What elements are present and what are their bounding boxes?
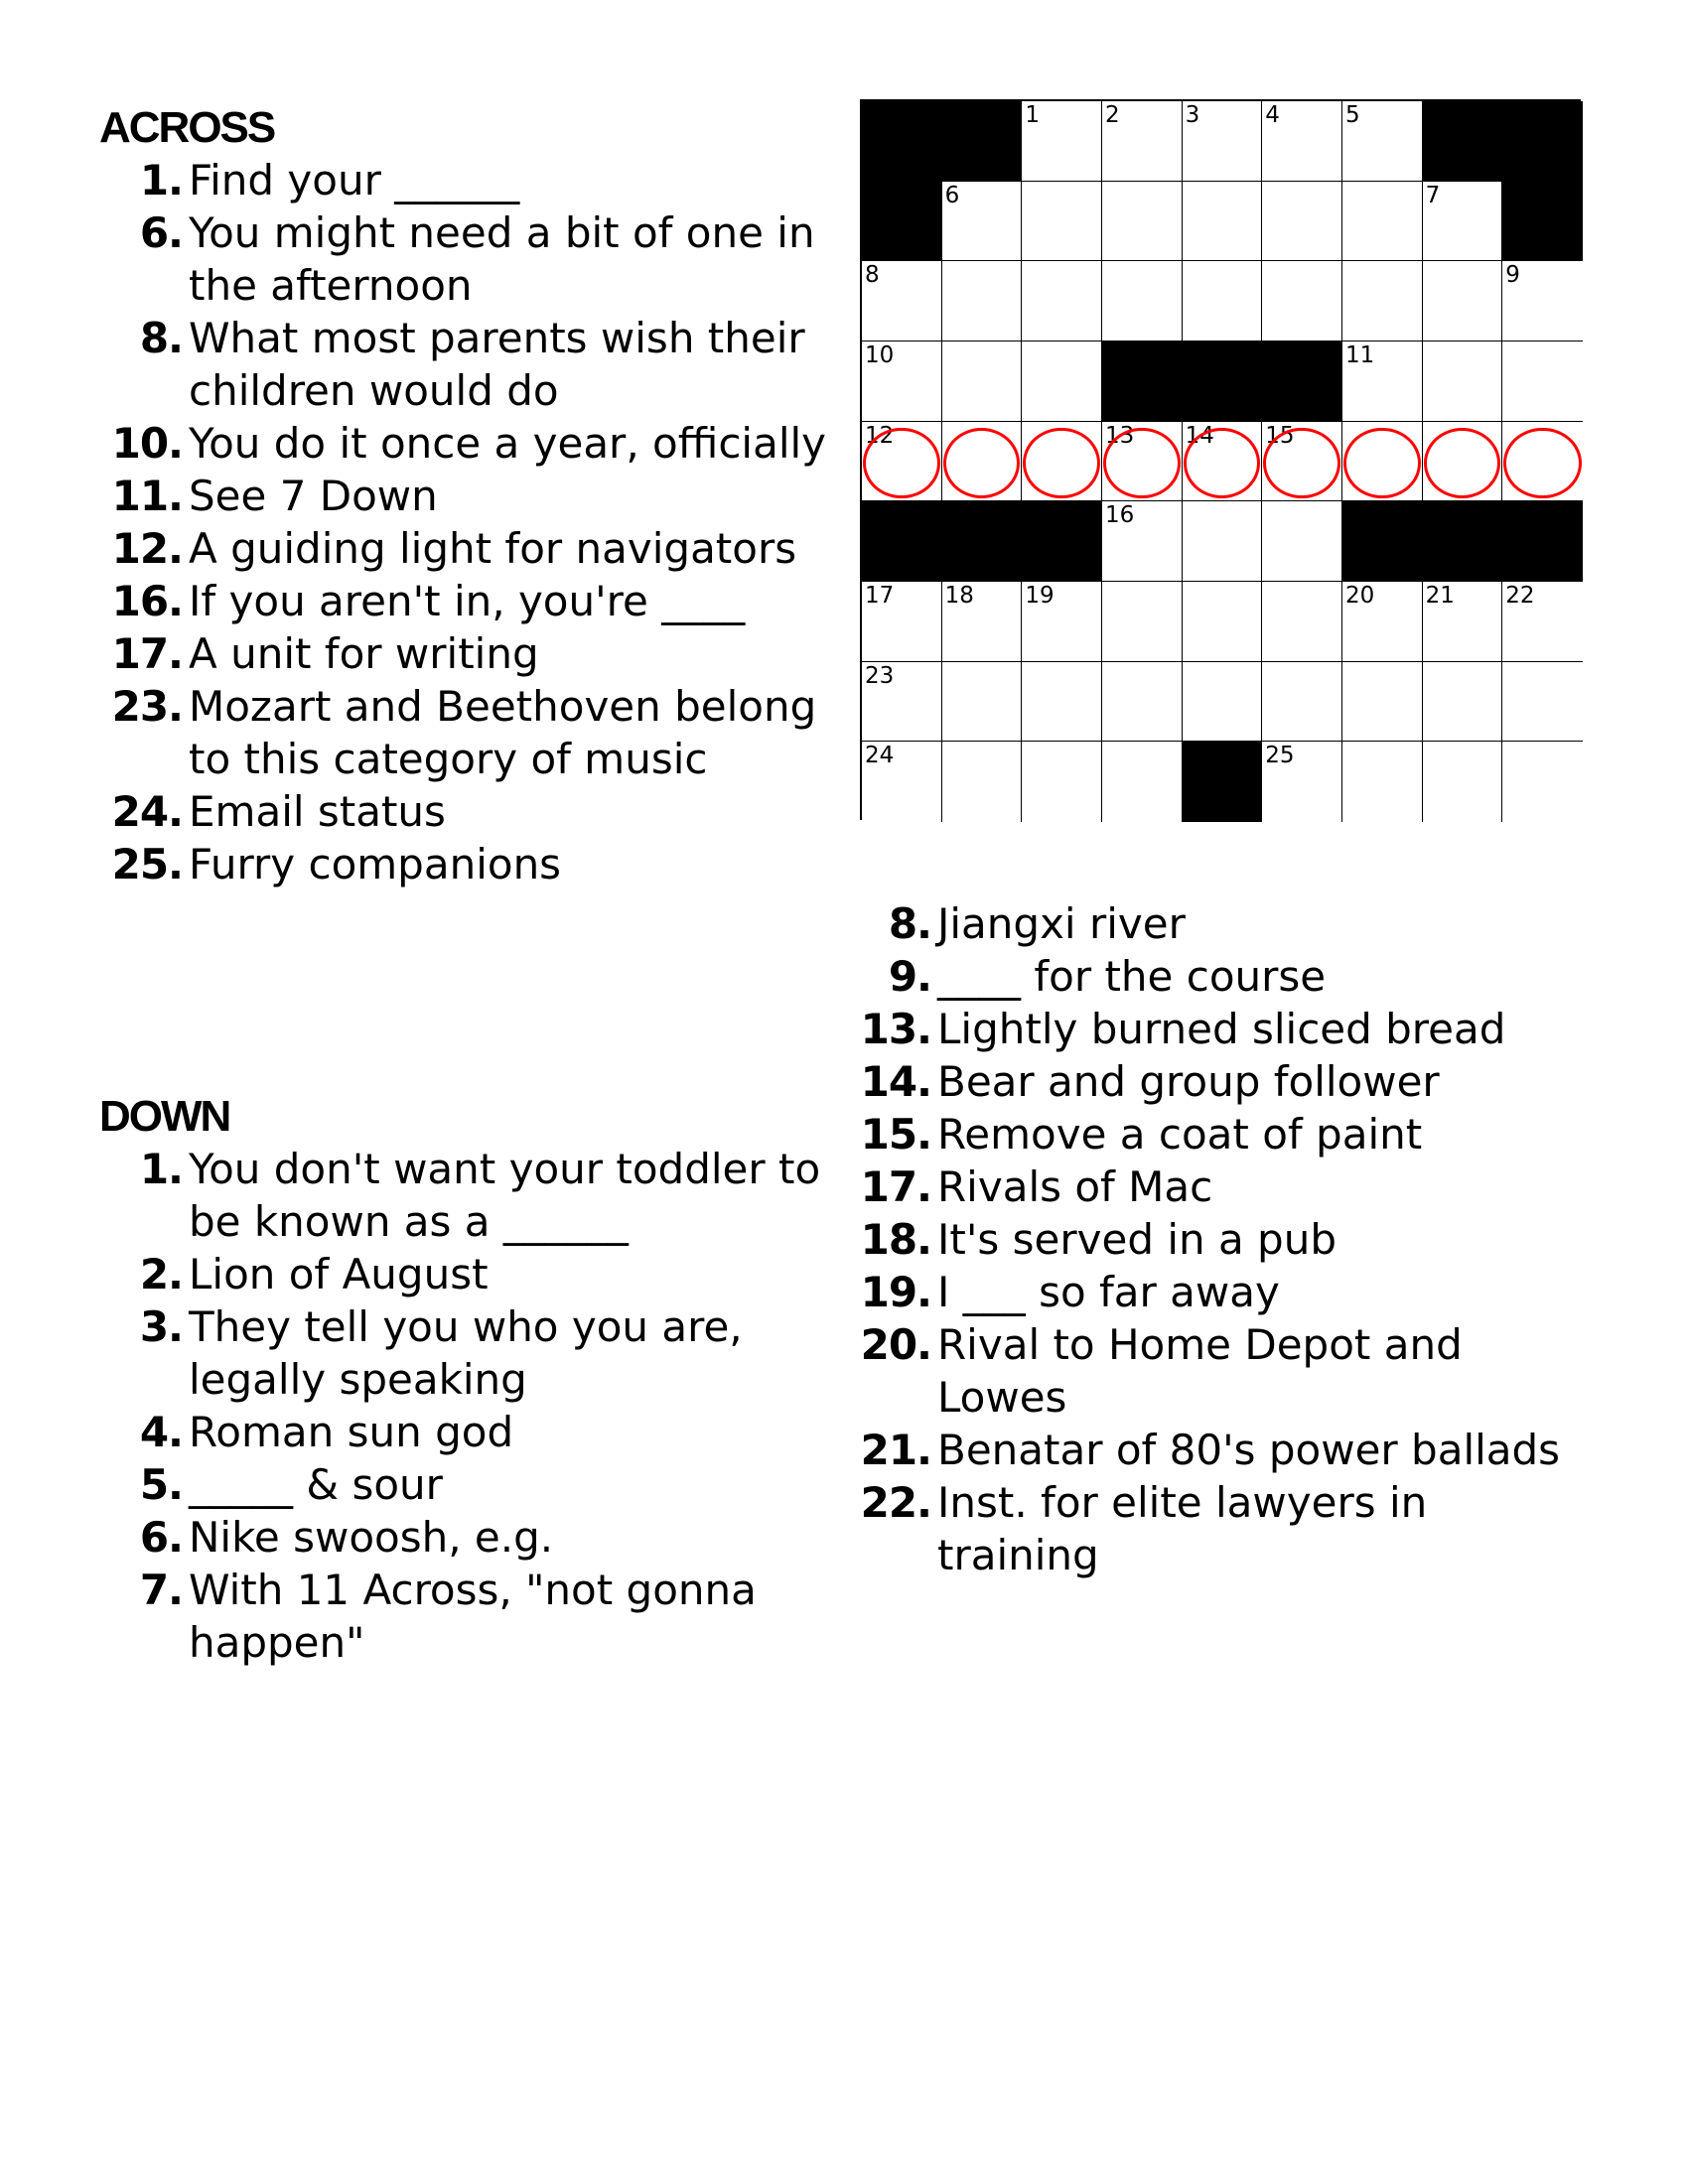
grid-cell[interactable]	[1262, 101, 1342, 182]
clue-number: 22.	[860, 1478, 931, 1527]
clue-text: See 7 Down	[189, 472, 438, 520]
grid-cell[interactable]	[942, 582, 1023, 662]
grid-cell[interactable]	[1183, 501, 1263, 582]
clue-text: You might need a bit of one in the afternoon	[189, 208, 815, 310]
grid-block	[942, 501, 1023, 582]
clue-item	[95, 1458, 830, 1511]
clue-number: 19.	[860, 1268, 931, 1316]
cell-number: 8	[865, 262, 880, 289]
clue-text: Lion of August	[189, 1250, 489, 1298]
clue-number: 3.	[139, 1302, 183, 1351]
clue-number: 23.	[111, 682, 183, 731]
cell-number: 12	[865, 422, 895, 449]
grid-block	[1502, 101, 1583, 182]
clue-text: Find your ______	[189, 156, 520, 205]
grid-cell[interactable]	[862, 261, 942, 341]
clue-text: Lightly burned sliced bread	[937, 1005, 1506, 1053]
circle-marker-icon	[943, 428, 1021, 499]
cell-number: 25	[1265, 743, 1295, 769]
cell-number: 18	[944, 582, 974, 609]
grid-cell[interactable]	[862, 742, 942, 822]
clue-number: 21.	[860, 1426, 931, 1474]
circle-marker-icon	[1424, 428, 1501, 499]
clue-number: 4.	[139, 1408, 183, 1456]
down-clue-list-col2	[844, 897, 1579, 1581]
clue-item	[95, 680, 830, 785]
grid-cell[interactable]	[1342, 101, 1423, 182]
grid-cell[interactable]	[1423, 582, 1503, 662]
cell-number: 2	[1104, 102, 1120, 128]
grid-block	[1342, 501, 1423, 582]
cell-number: 1	[1025, 102, 1040, 128]
clue-text: A unit for writing	[189, 629, 539, 678]
grid-cell[interactable]	[1183, 662, 1263, 743]
grid-cell[interactable]	[1262, 182, 1342, 262]
clue-text: A guiding light for navigators	[189, 524, 797, 573]
cell-number: 24	[865, 743, 895, 769]
cell-number: 21	[1425, 582, 1455, 609]
clue-item	[844, 1266, 1579, 1318]
clue-item	[95, 1564, 830, 1669]
clue-text: _____ & sour	[189, 1460, 443, 1509]
grid-cell[interactable]	[1102, 501, 1183, 582]
clue-number: 18.	[860, 1215, 931, 1264]
grid-block	[942, 101, 1023, 182]
clue-text: If you aren't in, you're ____	[189, 577, 746, 625]
cell-number: 14	[1185, 422, 1214, 449]
clue-text: What most parents wish their children would do	[189, 314, 805, 415]
clue-number: 20.	[860, 1320, 931, 1369]
clue-item	[95, 206, 830, 312]
grid-cell[interactable]	[1502, 261, 1583, 341]
grid-cell[interactable]	[942, 662, 1023, 743]
crossword-grid	[860, 99, 1581, 820]
grid-cell[interactable]	[1183, 582, 1263, 662]
cell-number: 23	[865, 662, 895, 689]
clue-item	[844, 1476, 1579, 1581]
grid-cell[interactable]	[1342, 182, 1423, 262]
clue-number: 25.	[111, 840, 183, 888]
grid-cell[interactable]	[1022, 341, 1102, 422]
clue-text: ____ for the course	[937, 952, 1327, 1001]
clue-number: 12.	[111, 524, 183, 573]
clue-text: Rivals of Mac	[937, 1162, 1213, 1211]
clue-text: Nike swoosh, e.g.	[189, 1513, 554, 1562]
grid-cell[interactable]	[1342, 341, 1423, 422]
clue-number: 11.	[111, 472, 183, 520]
clue-text: Jiangxi river	[937, 899, 1186, 948]
clue-item	[844, 950, 1579, 1003]
grid-cell[interactable]	[1022, 261, 1102, 341]
grid-cell[interactable]	[1022, 742, 1102, 822]
clue-item	[95, 522, 830, 575]
clue-item	[844, 1318, 1579, 1424]
cell-number: 20	[1344, 582, 1375, 609]
clue-item	[95, 838, 830, 890]
clue-item	[95, 154, 830, 206]
grid-block	[1423, 501, 1503, 582]
clue-number: 2.	[139, 1250, 183, 1298]
clue-text: Email status	[189, 787, 446, 836]
clue-text: Rival to Home Depot and Lowes	[937, 1320, 1463, 1422]
circle-marker-icon	[1184, 428, 1261, 499]
cell-number: 17	[865, 582, 895, 609]
grid-cell[interactable]	[1102, 582, 1183, 662]
clue-number: 17.	[860, 1162, 931, 1211]
grid-block	[1262, 341, 1342, 422]
clue-item	[844, 1003, 1579, 1055]
clue-number: 6.	[139, 1513, 183, 1562]
grid-cell[interactable]	[1423, 742, 1503, 822]
grid-cell[interactable]	[862, 341, 942, 422]
grid-cell[interactable]	[1102, 742, 1183, 822]
clue-text: Furry companions	[189, 840, 562, 888]
grid-cell[interactable]	[1262, 501, 1342, 582]
cell-number: 15	[1265, 422, 1295, 449]
across-clue-list	[95, 154, 830, 890]
clue-number: 10.	[111, 419, 183, 468]
clue-number: 1.	[139, 156, 183, 205]
grid-cell[interactable]	[1022, 422, 1102, 502]
clue-item	[844, 1160, 1579, 1213]
grid-cell[interactable]	[1423, 261, 1503, 341]
clue-text: Roman sun god	[189, 1408, 514, 1456]
clue-item	[95, 1248, 830, 1300]
clue-item	[844, 1055, 1579, 1108]
grid-block	[1183, 341, 1263, 422]
clue-text: With 11 Across, "not gonna happen"	[189, 1566, 757, 1667]
clue-text: Mozart and Beethoven belong to this category of music	[189, 682, 817, 783]
clue-text: Inst. for elite lawyers in training	[937, 1478, 1428, 1579]
grid-block	[1502, 182, 1583, 262]
grid-cell[interactable]	[862, 422, 942, 502]
clue-text: Bear and group follower	[937, 1057, 1440, 1106]
grid-cell[interactable]	[1502, 582, 1583, 662]
grid-cell[interactable]	[1262, 422, 1342, 502]
grid-cell[interactable]	[1502, 662, 1583, 743]
cell-number: 22	[1505, 582, 1535, 609]
clue-number: 8.	[139, 314, 183, 362]
grid-cell[interactable]	[1262, 662, 1342, 743]
grid-cell[interactable]	[1502, 341, 1583, 422]
grid-cell[interactable]	[1183, 182, 1263, 262]
grid-cell[interactable]	[1342, 742, 1423, 822]
cell-number: 16	[1104, 502, 1135, 529]
grid-block	[862, 182, 942, 262]
grid-cell[interactable]	[1022, 182, 1102, 262]
cell-number: 11	[1344, 341, 1375, 368]
grid-cell[interactable]	[1423, 662, 1503, 743]
grid-cell[interactable]	[1102, 182, 1183, 262]
clue-number: 13.	[860, 1005, 931, 1053]
clue-item	[95, 627, 830, 680]
grid-cell[interactable]	[1183, 101, 1263, 182]
grid-block	[1022, 501, 1102, 582]
clue-item	[95, 785, 830, 838]
clue-text: You don't want your toddler to be known as a ______	[189, 1145, 821, 1246]
grid-cell[interactable]	[942, 422, 1023, 502]
grid-block	[1183, 742, 1263, 822]
circle-marker-icon	[863, 428, 940, 499]
clue-text: You do it once a year, officially	[189, 419, 827, 468]
grid-cell[interactable]	[1262, 261, 1342, 341]
cell-number: 4	[1265, 102, 1280, 128]
clue-number: 1.	[139, 1145, 183, 1193]
grid-cell[interactable]	[1342, 662, 1423, 743]
clue-number: 8.	[888, 899, 931, 948]
grid-cell[interactable]	[1022, 101, 1102, 182]
clue-number: 16.	[111, 577, 183, 625]
grid-cell[interactable]	[942, 261, 1023, 341]
clue-item	[95, 470, 830, 522]
clue-number: 9.	[888, 952, 931, 1001]
grid-cell[interactable]	[1342, 582, 1423, 662]
grid-cell[interactable]	[1183, 261, 1263, 341]
down-heading: DOWN	[99, 1092, 230, 1141]
grid-cell[interactable]	[942, 742, 1023, 822]
clue-text: Remove a coat of paint	[937, 1110, 1423, 1159]
clue-number: 14.	[860, 1057, 931, 1106]
cell-number: 3	[1185, 102, 1200, 128]
grid-cell[interactable]	[1423, 422, 1503, 502]
circle-marker-icon	[1263, 428, 1340, 499]
grid-cell[interactable]	[1342, 422, 1423, 502]
clue-number: 17.	[111, 629, 183, 678]
circle-marker-icon	[1343, 428, 1421, 499]
circle-marker-icon	[1103, 428, 1181, 499]
grid-block	[1502, 501, 1583, 582]
circle-marker-icon	[1023, 428, 1100, 499]
grid-cell[interactable]	[942, 182, 1023, 262]
clue-number: 24.	[111, 787, 183, 836]
clue-item	[95, 575, 830, 627]
grid-cell[interactable]	[1423, 341, 1503, 422]
grid-cell[interactable]	[1102, 261, 1183, 341]
cell-number: 5	[1344, 102, 1360, 128]
grid-cell[interactable]	[1262, 582, 1342, 662]
clue-item	[95, 417, 830, 470]
grid-cell[interactable]	[1022, 582, 1102, 662]
cell-number: 10	[865, 341, 895, 368]
clue-number: 6.	[139, 208, 183, 257]
clue-number: 7.	[139, 1566, 183, 1614]
clue-item	[844, 897, 1579, 950]
clue-text: They tell you who you are, legally speaking	[189, 1302, 743, 1404]
clue-item	[95, 1511, 830, 1564]
clue-item	[95, 1143, 830, 1248]
grid-block	[1423, 101, 1503, 182]
grid-cell[interactable]	[1423, 182, 1503, 262]
cell-number: 7	[1425, 182, 1441, 208]
grid-cell[interactable]	[1342, 261, 1423, 341]
clue-text: Benatar of 80's power ballads	[937, 1426, 1561, 1474]
cell-number: 19	[1025, 582, 1055, 609]
grid-cell[interactable]	[1502, 742, 1583, 822]
clue-item	[844, 1108, 1579, 1160]
grid-cell[interactable]	[862, 662, 942, 743]
cell-number: 13	[1104, 422, 1135, 449]
grid-block	[862, 101, 942, 182]
clue-item	[844, 1213, 1579, 1266]
clue-text: I ___ so far away	[937, 1268, 1280, 1316]
clue-item	[95, 312, 830, 417]
clue-number: 5.	[139, 1460, 183, 1509]
grid-cell[interactable]	[1022, 662, 1102, 743]
cell-number: 6	[944, 182, 960, 208]
clue-item	[95, 1300, 830, 1406]
grid-cell[interactable]	[1262, 742, 1342, 822]
down-clue-list-col1	[95, 1143, 830, 1669]
clue-item	[844, 1424, 1579, 1476]
grid-cell[interactable]	[942, 341, 1023, 422]
clue-item	[95, 1406, 830, 1458]
grid-cell[interactable]	[1102, 422, 1183, 502]
grid-cell[interactable]	[1102, 101, 1183, 182]
grid-block	[1102, 341, 1183, 422]
grid-cell[interactable]	[1183, 422, 1263, 502]
grid-cell[interactable]	[1102, 662, 1183, 743]
across-heading: ACROSS	[99, 103, 275, 152]
circle-marker-icon	[1503, 428, 1582, 499]
clue-number: 15.	[860, 1110, 931, 1159]
clue-text: It's served in a pub	[937, 1215, 1336, 1264]
grid-cell[interactable]	[862, 582, 942, 662]
grid-block	[862, 501, 942, 582]
grid-cell[interactable]	[1502, 422, 1583, 502]
cell-number: 9	[1505, 262, 1520, 289]
